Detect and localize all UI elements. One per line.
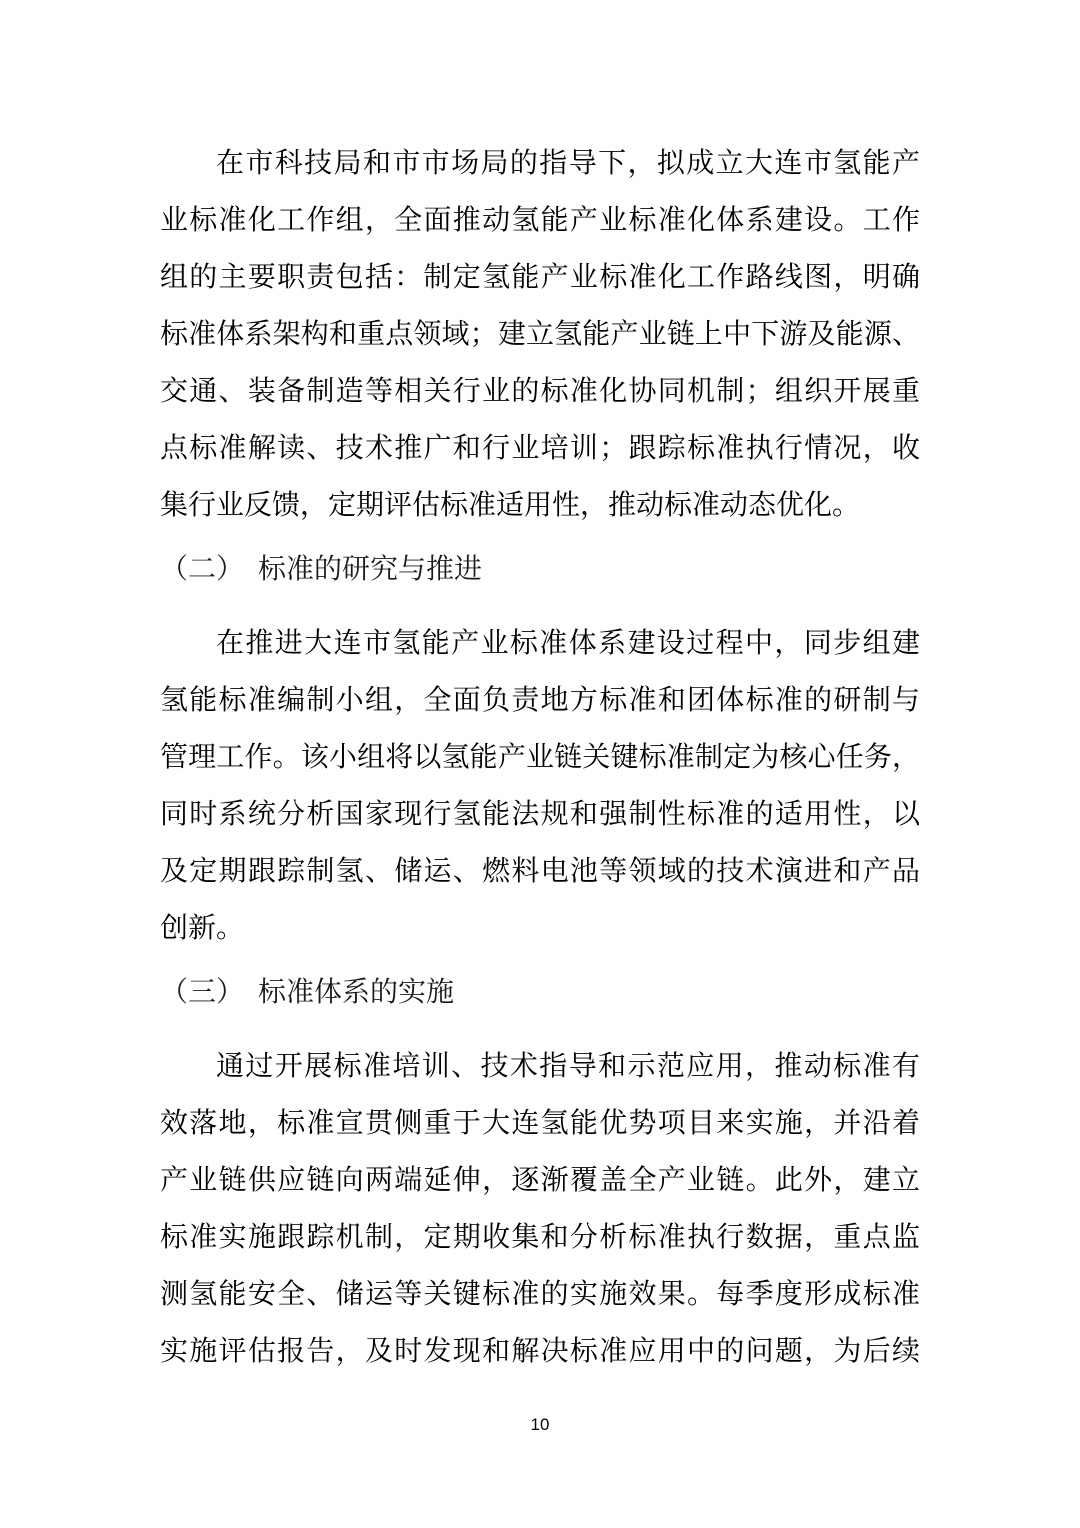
- section-heading-3: （三） 标准体系的实施: [160, 977, 455, 1008]
- text-line: 产业链供应链向两端延伸，逐渐覆盖全产业链。此外，建立: [160, 1164, 920, 1195]
- text-line: 同时系统分析国家现行氢能法规和强制性标准的适用性，以: [160, 798, 920, 829]
- text-line: 氢能标准编制小组，全面负责地方标准和团体标准的研制与: [160, 684, 920, 715]
- body-paragraph-3: [160, 1037, 920, 1379]
- text-line: 及定期跟踪制氢、储运、燃料电池等领域的技术演进和产品: [160, 855, 920, 886]
- text-line: 创新。: [160, 912, 245, 943]
- page-number: 10: [530, 1415, 550, 1434]
- text-line: 实施评估报告，及时发现和解决标准应用中的问题，为后续: [160, 1335, 920, 1366]
- text-line: 在市科技局和市市场局的指导下，拟成立大连市氢能产: [216, 147, 920, 178]
- section-heading-2: （二） 标准的研究与推进: [160, 554, 483, 585]
- text-line: 标准实施跟踪机制，定期收集和分析标准执行数据，重点监: [160, 1221, 920, 1252]
- body-paragraph-1: [160, 134, 920, 533]
- text-line: 标准体系架构和重点领域；建立氢能产业链上中下游及能源、: [160, 318, 920, 349]
- text-line: 测氢能安全、储运等关键标准的实施效果。每季度形成标准: [160, 1278, 920, 1309]
- text-line: 交通、装备制造等相关行业的标准化协同机制；组织开展重: [160, 375, 920, 406]
- text-line: 集行业反馈，定期评估标准适用性，推动标准动态优化。: [160, 489, 861, 520]
- text-line: 业标准化工作组，全面推动氢能产业标准化体系建设。工作: [160, 204, 920, 235]
- text-line: 管理工作。该小组将以氢能产业链关键标准制定为核心任务，: [160, 741, 920, 772]
- body-paragraph-2: [160, 614, 920, 956]
- text-line: 在推进大连市氢能产业标准体系建设过程中，同步组建: [216, 627, 920, 658]
- text-line: 效落地，标准宣贯侧重于大连氢能优势项目来实施，并沿着: [160, 1107, 920, 1138]
- text-line: 点标准解读、技术推广和行业培训；跟踪标准执行情况，收: [160, 432, 920, 463]
- text-line: 通过开展标准培训、技术指导和示范应用，推动标准有: [216, 1050, 920, 1081]
- text-line: 组的主要职责包括：制定氢能产业标准化工作路线图，明确: [160, 261, 920, 292]
